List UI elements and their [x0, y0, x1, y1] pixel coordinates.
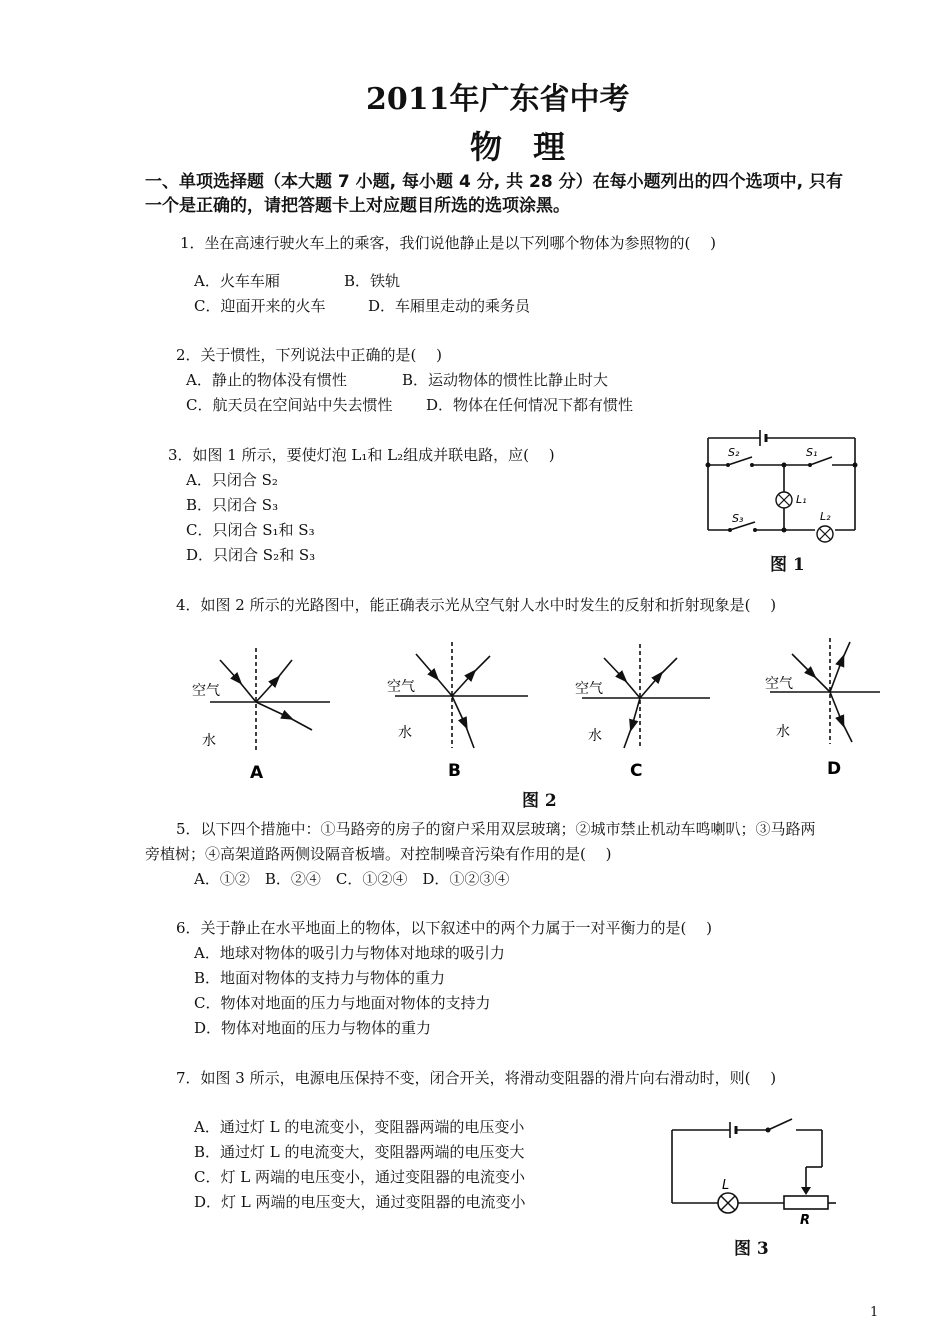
q5-options: A．①② B．②④ C．①②④ D．①②③④	[194, 870, 510, 888]
q6-option-a: A．地球对物体的吸引力与物体对地球的吸引力	[194, 944, 505, 962]
q2-option-b: B．运动物体的惯性比静止时大	[402, 371, 609, 389]
option-label-d: D	[827, 759, 842, 779]
label-l2: L₂	[820, 510, 831, 523]
label-s2: S₂	[728, 446, 740, 459]
section-heading-line1: 一、单项选择题（本大题 7 小题, 每小题 4 分, 共 28 分）在每小题列出的四个选项中, 只有	[145, 172, 843, 192]
option-label-c: C	[630, 761, 643, 781]
label-air-a: 空气	[192, 683, 220, 699]
label-s1: S₁	[806, 446, 818, 459]
q6-option-b: B．地面对物体的支持力与物体的重力	[194, 969, 446, 987]
label-air-c: 空气	[575, 681, 603, 697]
label-s3: S₃	[732, 512, 744, 525]
label-water-d: 水	[776, 724, 790, 740]
section-heading-line2: 一个是正确的，请把答题卡上对应题目所选的选项涂黑。	[145, 196, 570, 216]
label-water-a: 水	[202, 733, 216, 749]
label-air-d: 空气	[765, 676, 793, 692]
figure-2-caption: 图 2	[522, 791, 557, 811]
label-water-b: 水	[398, 725, 412, 741]
q6-stem: 6．关于静止在水平地面上的物体，以下叙述中的两个力属于一对平衡力的是( )	[176, 919, 713, 937]
q1-option-a: A．火车车厢	[194, 272, 280, 290]
q1-option-d: D．车厢里走动的乘务员	[368, 297, 531, 315]
q1-option-c: C．迎面开来的火车	[194, 297, 326, 315]
figure-1-caption: 图 1	[770, 555, 805, 575]
figure-2-light-paths	[180, 630, 890, 810]
q5-line2: 旁植树；④高架道路两侧设隔音板墙。对控制噪音污染有作用的是( )	[145, 845, 612, 863]
label-water-c: 水	[588, 728, 602, 744]
option-label-a: A	[250, 763, 264, 783]
q2-option-a: A．静止的物体没有惯性	[186, 371, 347, 389]
label-lamp-l: L	[722, 1178, 730, 1193]
q7-option-c: C．灯 L 两端的电压变小，通过变阻器的电流变小	[194, 1168, 525, 1186]
q3-option-c: C．只闭合 S₁和 S₃	[186, 521, 315, 539]
q1-option-b: B．铁轨	[344, 272, 401, 290]
figure-3-caption: 图 3	[734, 1239, 769, 1259]
q3-option-b: B．只闭合 S₃	[186, 496, 279, 514]
label-air-b: 空气	[387, 679, 415, 695]
option-label-b: B	[448, 761, 461, 781]
q2-option-c: C．航天员在空间站中失去惯性	[186, 396, 393, 414]
q2-option-d: D．物体在任何情况下都有惯性	[426, 396, 634, 414]
figure-3-circuit	[660, 1105, 840, 1230]
q5-line1: 5．以下四个措施中：①马路旁的房子的窗户采用双层玻璃；②城市禁止机动车鸣喇叭；③马路两	[176, 820, 816, 838]
q2-stem: 2．关于惯性，下列说法中正确的是( )	[176, 346, 443, 364]
q1-stem: 1．坐在高速行驶火车上的乘客，我们说他静止是以下列哪个物体为参照物的( )	[180, 234, 717, 252]
q6-option-c: C．物体对地面的压力与地面对物体的支持力	[194, 994, 491, 1012]
q3-option-d: D．只闭合 S₂和 S₃	[186, 546, 316, 564]
subject-title: 物 理	[470, 128, 576, 166]
page-title: 2011年广东省中考	[366, 82, 630, 117]
q6-option-d: D．物体对地面的压力与物体的重力	[194, 1019, 432, 1037]
q3-stem: 3．如图 1 所示，要使灯泡 L₁和 L₂组成并联电路，应( )	[168, 446, 555, 464]
q7-option-a: A．通过灯 L 的电流变小，变阻器两端的电压变小	[194, 1118, 525, 1136]
q7-option-d: D．灯 L 两端的电压变大，通过变阻器的电流变小	[194, 1193, 526, 1211]
q7-stem: 7．如图 3 所示，电源电压保持不变，闭合开关，将滑动变阻器的滑片向右滑动时，则( )	[176, 1069, 777, 1087]
label-l1: L₁	[796, 493, 807, 506]
page-number: 1	[870, 1305, 879, 1320]
label-rheostat-r: R	[800, 1213, 811, 1228]
q4-stem: 4．如图 2 所示的光路图中，能正确表示光从空气射人水中时发生的反射和折射现象是( )	[176, 596, 777, 614]
q3-option-a: A．只闭合 S₂	[186, 471, 278, 489]
q7-option-b: B．通过灯 L 的电流变大，变阻器两端的电压变大	[194, 1143, 525, 1161]
